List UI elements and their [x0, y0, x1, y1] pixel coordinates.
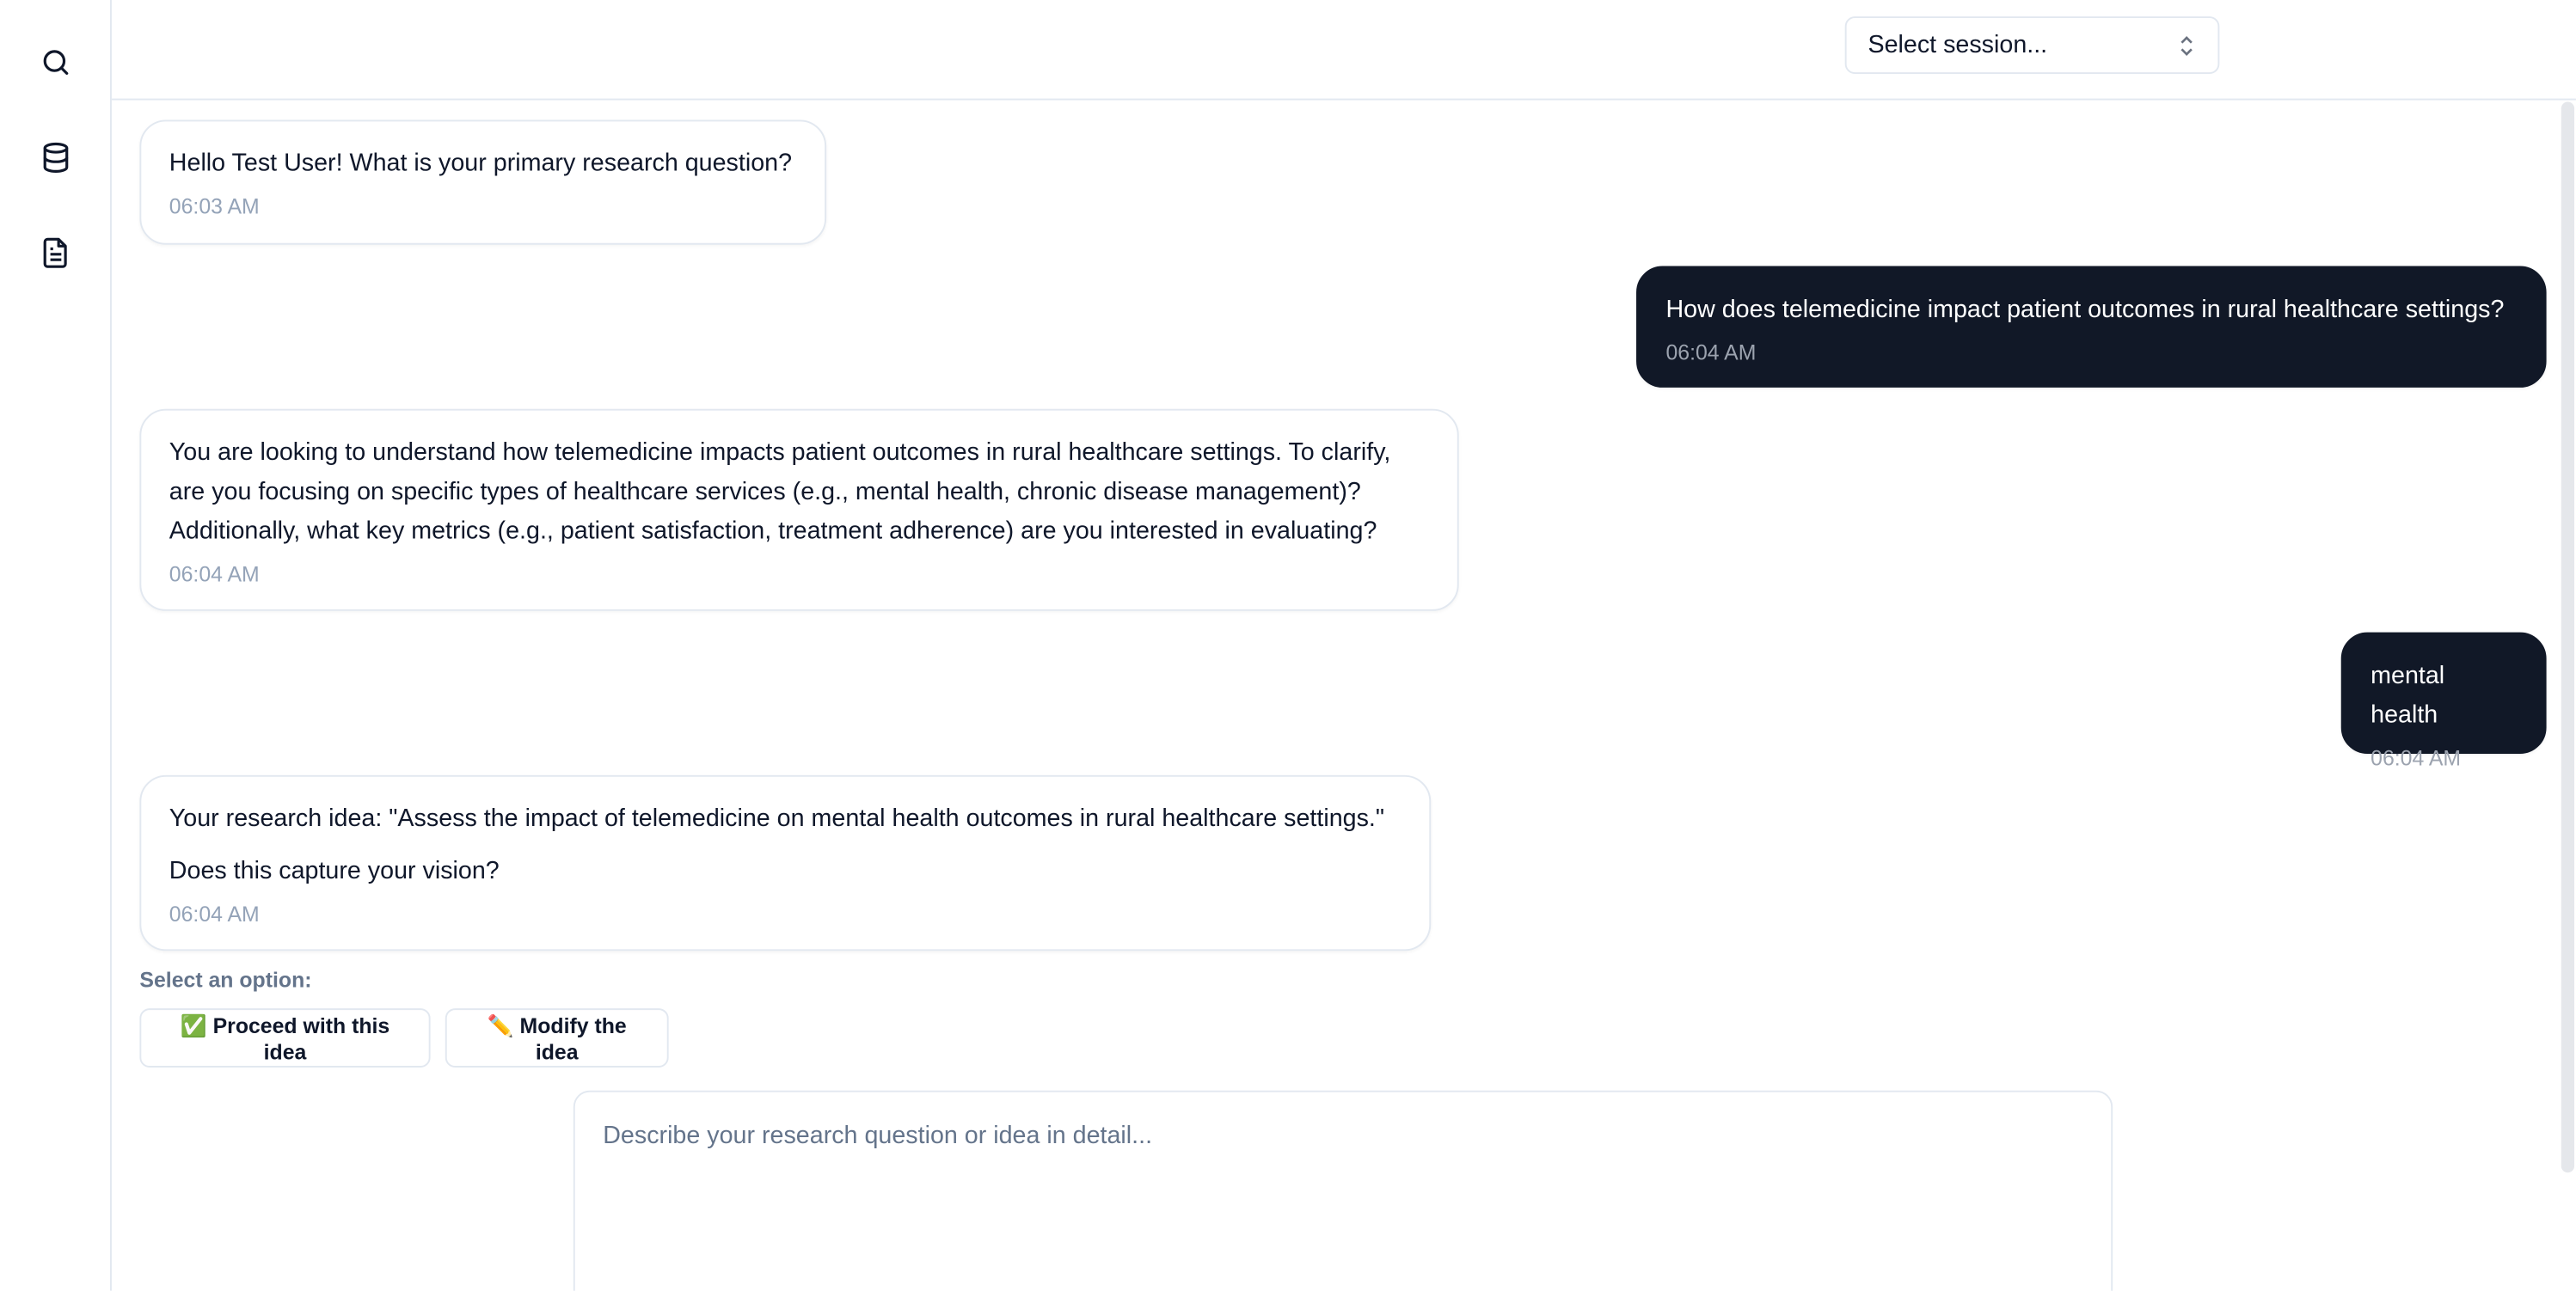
user-message: [2341, 633, 2547, 771]
research-input[interactable]: [573, 1091, 2113, 1291]
chevron-up-down-icon: [2177, 34, 2197, 57]
message-time: 06:03 AM: [169, 193, 260, 219]
scrollbar[interactable]: [2561, 101, 2574, 1172]
assistant-message: [139, 409, 1458, 611]
message-text: How does telemedicine impact patient outcomes in rural healthcare settings?: [1665, 295, 2505, 324]
proceed-button[interactable]: ✅ Proceed with this idea: [139, 1008, 430, 1068]
sidebar: [0, 0, 112, 1291]
session-select[interactable]: [1845, 16, 2220, 74]
assistant-message: [139, 119, 826, 244]
assistant-message: [139, 775, 1431, 951]
message-time: 06:04 AM: [169, 561, 260, 587]
user-message: [1636, 266, 2547, 388]
search-icon[interactable]: [40, 46, 72, 78]
message-text: Does this capture your vision?: [169, 857, 500, 885]
modify-button[interactable]: ✏️ Modify the idea: [445, 1008, 669, 1068]
options-label: Select an option:: [139, 967, 312, 993]
message-text: You are looking to understand how telemedicine impacts patient outcomes in rural healthcare settings. To clarify, are you focusing on specific types of healthcare services (e.g., mental health, chronic disease management)? Additionally, what key metrics (e.g., patient satisfaction, treatment adherence) are you interested in evaluating?: [169, 438, 1391, 546]
message-text: mental health: [2371, 662, 2445, 730]
database-icon[interactable]: [40, 141, 72, 174]
header: [112, 0, 2576, 101]
document-icon[interactable]: [40, 236, 72, 269]
message-time: 06:04 AM: [169, 901, 260, 927]
session-select-value: Select session...: [1868, 31, 2048, 59]
message-time: 06:04 AM: [2371, 745, 2462, 771]
message-text: Your research idea: "Assess the impact of telemedicine on mental health outcomes in rural healthcare settings.": [169, 805, 1385, 833]
message-text: Hello Test User! What is your primary research question?: [169, 149, 793, 178]
message-time: 06:04 AM: [1665, 340, 1757, 365]
